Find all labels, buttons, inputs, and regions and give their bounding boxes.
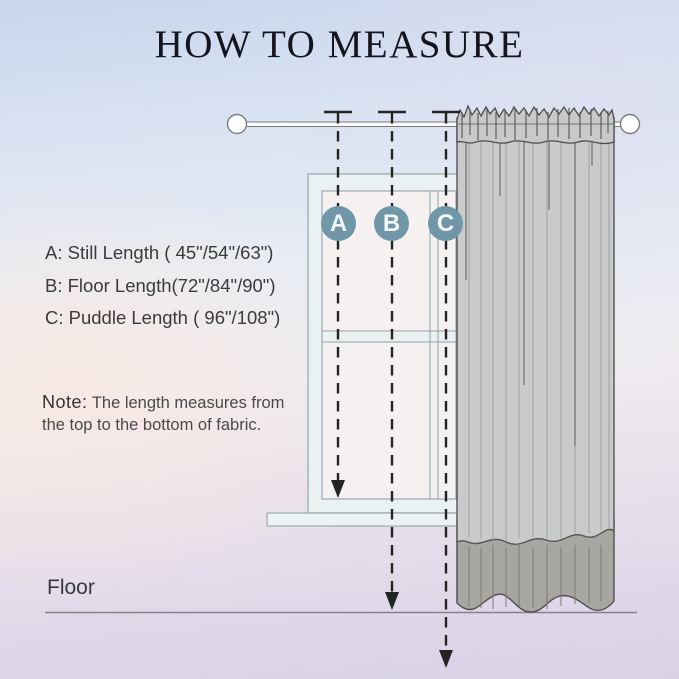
curtain xyxy=(457,106,614,612)
measure-badge-a: A xyxy=(321,206,356,241)
measure-badge-b: B xyxy=(374,206,409,241)
window-middle-rail xyxy=(322,331,456,342)
note-label: Note: xyxy=(42,392,88,412)
floor-label: Floor xyxy=(47,576,95,599)
legend-item-floor-length: B: Floor Length(72"/84"/90") xyxy=(45,274,276,296)
page-title: HOW TO MEASURE xyxy=(154,23,525,66)
legend-item-puddle-length: C: Puddle Length ( 96"/108") xyxy=(45,307,281,328)
length-legend xyxy=(45,237,280,335)
rod-finial-right xyxy=(621,115,640,134)
rod-finial-left xyxy=(228,115,247,134)
arrowhead-c xyxy=(439,650,453,668)
arrowhead-b xyxy=(385,592,399,610)
measure-note xyxy=(42,392,294,436)
legend-item-still-length: A: Still Length ( 45"/54"/63") xyxy=(45,242,274,263)
measure-badge-c: C xyxy=(428,206,463,241)
note-text: The length measures from the top to the bottom of fabric. xyxy=(42,394,285,434)
